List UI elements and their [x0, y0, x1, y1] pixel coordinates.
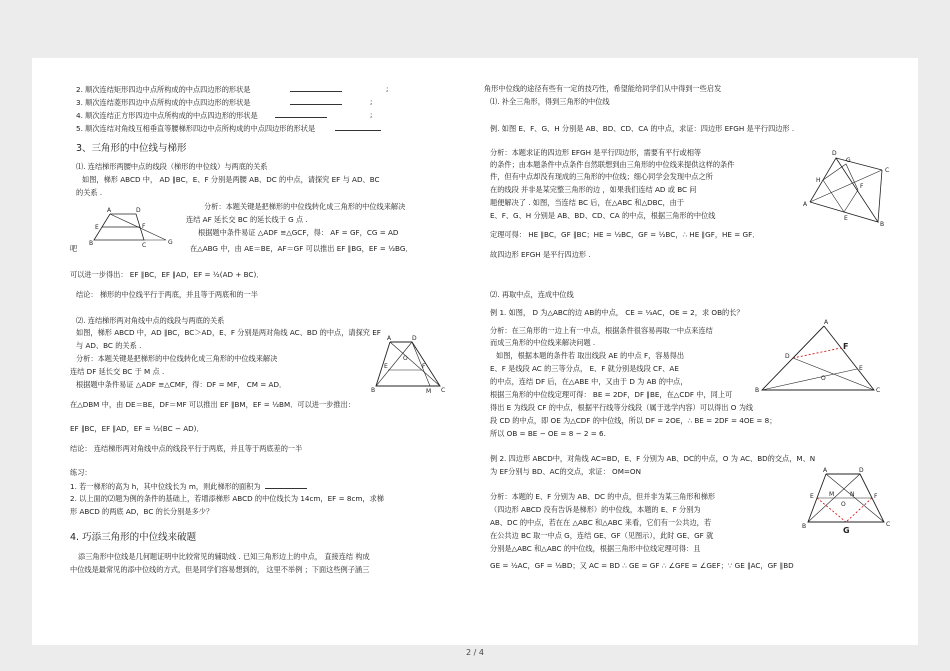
analysis-line: EF ∥BC，EF ∥AD，EF = ½(BC − AD)．	[70, 424, 204, 433]
trapezoid-figure-1	[86, 206, 186, 248]
trapezoid-figure-2	[370, 334, 450, 394]
paragraph-line: 如图，梯形 ABCD 中， AD ∥BC，E、F 分别是两腰 AB、DC 的中点，请探究 EF 与 AD、BC	[82, 175, 380, 184]
analysis-line: 而成三角形的中位线来解决问题 .	[490, 338, 596, 347]
vertex-label: A	[803, 201, 808, 208]
analysis-line: 分别是△ABC 和△ABC 的中位线，根据三角形中位线定理可得：且	[490, 544, 701, 553]
intro-line: 角形中位线的途径有些有一定的技巧性，希望能给同学们从中得到一些启发	[484, 84, 722, 93]
analysis-line: 在公共边 BC 取一中点 G，连结 GE、GF（见图示），此时 GE、GF 就	[490, 531, 714, 540]
vertex-label: E	[859, 365, 863, 372]
analysis-line: 分析：在三角形的一边上有一中点，根据条件很容易再取一中点来连结	[490, 326, 713, 335]
question-2: 2. 顺次连结矩形四边中点所构成的中点四边形的形状是	[76, 84, 346, 94]
analysis-line: 定理可得： HE ∥BC，GF ∥BC；HE = ½BC，GF = ½BC，∴ HE ∥GF，HE = GF．	[490, 230, 760, 239]
subsection-title: ⑴. 补全三角形，得到三角形的中位线	[490, 97, 610, 106]
analysis-line: E、F 是线段 AC 的三等分点， E、F 就分别是线段 CF、AE	[490, 364, 679, 373]
vertex-label: F	[860, 183, 864, 190]
paragraph-line: 添三角形中位线是几何题证明中比较常见的辅助线 . 已知三角形边上的中点， 直接连结 构成	[78, 552, 370, 561]
analysis-line: E、F、G、H 分别是 AB、BD、CD、CA 的中点，根据三角形的中位线	[490, 211, 716, 220]
analysis-line: 在的线段 并非是某完整三角形的边 ，如果我们连结 AD 或 BC 问	[490, 185, 697, 194]
vertex-label: C	[886, 521, 891, 528]
question-3: 3. 顺次连结菱形四边中点所构成的中点四边形的形状是	[76, 97, 346, 107]
paragraph-line: 与 AD、BC 的关系 .	[76, 341, 142, 350]
analysis-line: 根据题中条件易证 △ADF ≌△CMF，得：DF = MF， CM = AD．	[76, 380, 287, 389]
analysis-line: GE = ½AC，GF = ½BD；又 AC = BD ∴ GE = GF ∴ ∠GFE = ∠GEF；∵ GE ∥AC，GF ∥BD	[490, 561, 794, 570]
practice-item: 形 ABCD 的两底 AD，BC 的长分别是多少？	[70, 507, 214, 516]
subsection-2-title: ⑵. 连结梯形两对角线中点的线段与两底的关系	[76, 316, 225, 325]
vertex-label: B	[371, 387, 376, 394]
vertex-label: A	[824, 319, 829, 326]
page-number: 2 / 4	[466, 648, 484, 657]
vertex-label: D	[785, 353, 790, 360]
vertex-label: G	[846, 157, 851, 164]
vertex-label: F	[142, 223, 146, 230]
analysis-line: （四边形 ABCD 没有告诉是梯形）的中位线，本题的 E、F 分别为	[490, 505, 701, 514]
analysis-line: 分析：本题关键是把梯形的中位线转化成三角形的中位线来解决	[76, 354, 278, 363]
question-4: 4. 顺次连结正方形四边中点所构成的中点四边形的形状是	[76, 110, 331, 120]
vertex-label: D	[412, 335, 417, 342]
vertex-label: N	[850, 491, 855, 498]
vertex-label: E	[95, 224, 99, 231]
analysis-line: AB、DC 的中点，若在在 △ABC 和△ABC 来看，它们有一公共边，若	[490, 518, 712, 527]
vertex-label: C	[885, 167, 890, 174]
example-line: 例 2. 四边形 ABCD中，对角线 AC=BD，E、F 分别为 AB、DC的中点，O 为 AC、BD的交点，M、N	[490, 454, 816, 463]
document-page	[32, 58, 918, 645]
vertex-label: B	[880, 221, 885, 228]
analysis-line: 分析：本题的 E、F 分别为 AB、DC 的中点，但并非为某三角形和梯形	[490, 492, 716, 501]
vertex-label: A	[387, 335, 392, 342]
analysis-line: 在△DBM 中，由 DE＝BE，DF＝MF 可以推出 EF ∥BM，EF = ½BM．可以进一步推出：	[70, 400, 355, 409]
quadrilateral-figure-5	[800, 466, 896, 542]
subsection-1-title: ⑴. 连结梯形两腰中点的线段（梯形的中位线）与两底的关系	[76, 162, 268, 171]
semicolon: ;	[370, 97, 373, 106]
vertex-label: C	[876, 387, 881, 394]
analysis-line: 如图，根据本题的条件若 取出线段 AE 的中点 F，容易得出	[496, 351, 685, 360]
section-4-title: 4. 巧添三角形的中位线来破题	[70, 532, 197, 543]
question-5: 5. 顺次连结对角线互相垂直等腰梯形四边中点所构成的中点四边形的形状是	[76, 123, 385, 133]
analysis-line: 题便解决了 . 如图，当连结 BC 后，在△ABC 和△DBC，由于	[490, 198, 685, 207]
practice-title: 练习：	[70, 468, 92, 477]
analysis-line: 的条件；由本题条件中点条件自然联想到由三角形的中位线来提供这样的条件	[490, 160, 735, 169]
analysis-line: 根据题中条件易证 △ADF ≌△GCF，得： AF = GF，CG = AD	[198, 228, 399, 237]
vertex-label: D	[832, 150, 837, 157]
analysis-line: 段 CD 的中点，即 OE 为△CDF 的中位线，所以 DF = 2OE，∴ BE = 2DF = 4OE = 8；	[490, 416, 777, 425]
analysis-line: 的中点，连结 DF 后，在△ABE 中，又由于 D 为 AB 的中点，	[490, 377, 688, 386]
analysis-line: 连结 DF 延长交 BC 于 M 点 .	[70, 367, 165, 376]
vertex-label: H	[816, 177, 821, 184]
conclusion-line: 结论： 连结梯形两对角线中点的线段平行于两底，并且等于两底差的一半	[70, 444, 303, 453]
paragraph-line: 如图，梯形 ABCD 中，AD ∥BC，BC＞AD，E、F 分别是两对角线 AC、BD 的中点，请探究 EF	[76, 328, 381, 337]
vertex-label: D	[859, 467, 864, 474]
semicolon: ;	[370, 110, 373, 119]
vertex-label: D	[136, 207, 141, 214]
analysis-line: 根据三角形的中位线定理可得： BE = 2DF，DF ∥BE，在△CDF 中，同上可	[490, 390, 733, 399]
vertex-label: C	[142, 242, 147, 249]
analysis-line: 分析：本题求证的四边形 EFGH 是平行四边形，需要有平行或相等	[490, 148, 702, 157]
subsection-title: ⑵. 再取中点，连成中位线	[490, 290, 574, 299]
paragraph-line: 中位线是最常见的添中位线的方式，但是同学们容易想到的， 这里不举例 ；下面这些例子涵三	[70, 565, 370, 574]
vertex-label: G	[843, 526, 850, 535]
vertex-label: B	[755, 387, 760, 394]
semicolon: ;	[386, 84, 389, 93]
vertex-label: A	[823, 467, 828, 474]
vertex-label: M	[829, 491, 835, 498]
section-3-title: 3、三角形的中位线与梯形	[76, 143, 187, 154]
analysis-line: 在△ABG 中，由 AE＝BE，AF＝GF 可以推出 EF ∥BG，EF = ½BG．	[190, 244, 413, 253]
analysis-line: 所以 OB = BE − OE = 8 − 2 = 6.	[490, 429, 606, 438]
vertex-label: F	[874, 493, 878, 500]
vertex-label: E	[810, 493, 814, 500]
vertex-label: O	[841, 501, 846, 508]
vertex-label: E	[384, 363, 388, 370]
analysis-line: 可以进一步得出： EF ∥BC，EF ∥AD，EF = ½(AD + BC)．	[70, 270, 264, 279]
vertex-label: F	[422, 363, 426, 370]
triangle-figure-4	[754, 320, 884, 392]
analysis-line: 连结 AF 延长交 BC 的延长线于 G 点 .	[186, 215, 308, 224]
conclusion-line: 结论： 梯形的中位线平行于两底，并且等于两底和的一半	[76, 290, 258, 299]
example-line: 例 1. 如图， D 为△ABC的边 AB的中点， CE = ⅓AC，OE = 2，求 OB的长？	[490, 308, 744, 317]
vertex-label: E	[844, 215, 848, 222]
vertex-label: A	[107, 207, 112, 214]
vertex-label: B	[802, 523, 807, 530]
practice-item: 2. 以上面的⑵题为例的条件的基础上，若增添梯形 ABCD 的中位线长为 14cm，EF = 8cm，求梯	[70, 494, 384, 503]
vertex-label: C	[441, 387, 446, 394]
vertex-label: O	[821, 375, 826, 382]
example-line: 为 EF分别与 BD、AC的交点，求证： OM=ON	[490, 467, 641, 476]
paragraph-line: 的关系 .	[76, 188, 103, 197]
vertex-label: G	[168, 239, 173, 246]
vertex-label: M	[426, 388, 432, 395]
analysis-line: 件，但有中点却没有现成的三角形的中位线；细心同学会发现中点之所	[490, 172, 713, 181]
practice-item: 1. 若一梯形的高为 h，其中位线长为 m，则此梯形的面积为	[70, 481, 311, 491]
vertex-label: F	[843, 342, 849, 351]
quadrilateral-figure-3	[802, 150, 898, 226]
label-ba: 吧	[70, 244, 78, 253]
example-line: 例. 如图 E、F、G、H 分别是 AB、BD、CD、CA 的中点，求证：四边形 EFGH 是平行四边形 .	[490, 124, 795, 133]
analysis-line: 分析：本题关键是把梯形的中位线转化成三角形的中位线来解决	[204, 202, 406, 211]
analysis-line: 得出 E 为线段 CF 的中点，根据平行线等分线段（属于选学内容）可以得出 O 为线	[490, 403, 754, 412]
vertex-label: B	[89, 240, 94, 247]
vertex-label: O	[403, 355, 408, 362]
analysis-line: 故四边形 EFGH 是平行四边形 .	[490, 250, 591, 259]
